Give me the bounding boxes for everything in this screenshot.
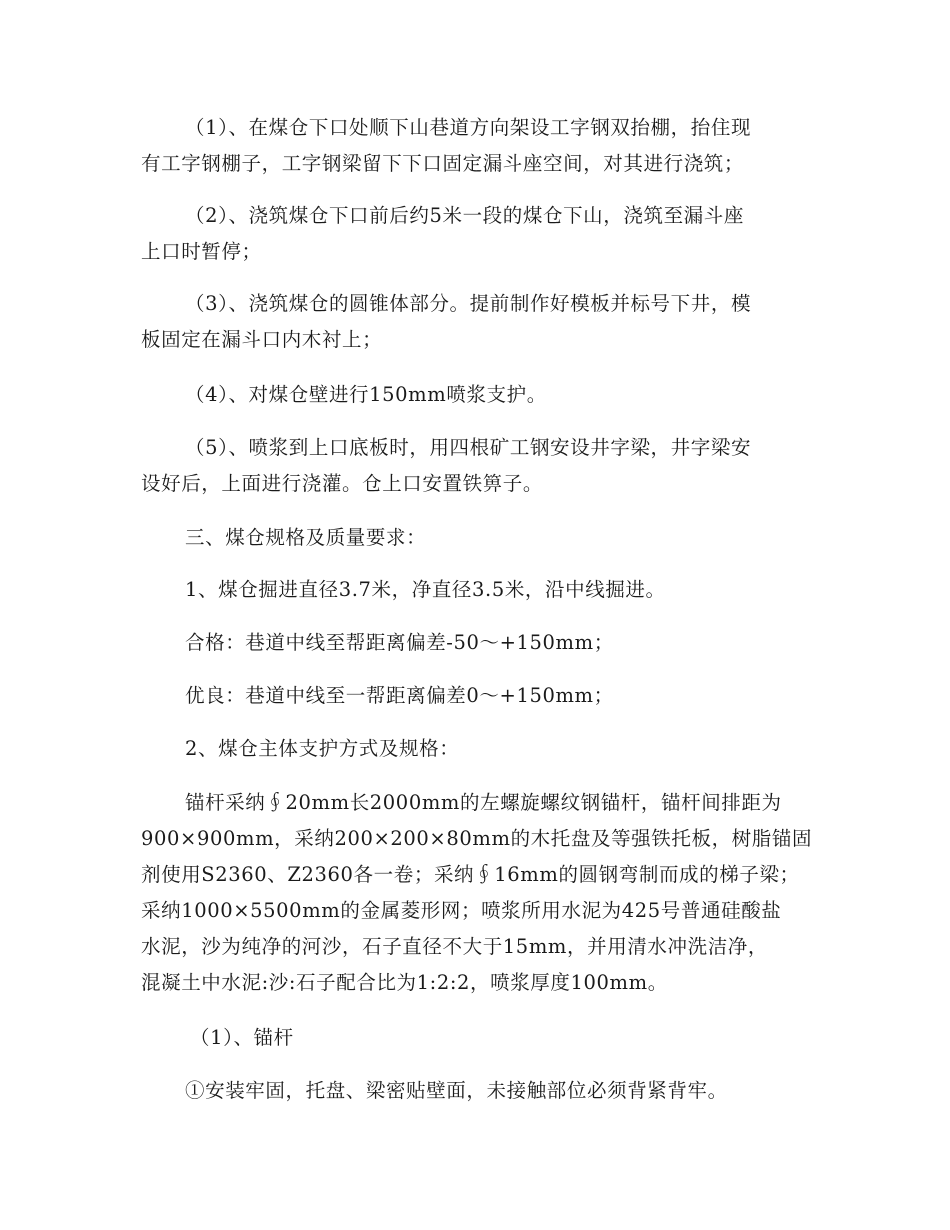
paragraph-step-3-line-1: （3）、浇筑煤仓的圆锥体部分。提前制作好模板并标号下井，模 [185,292,752,315]
paragraph-step-5-line-1: （5）、喷浆到上口底板时，用四根矿工钢安设井字梁，井字梁安 [185,436,752,459]
section-heading-3: 三、煤仓规格及质量要求： [185,526,427,549]
support-paragraph-line-2: 900×900mm，采纳200×200×80mm的木托盘及等强铁托板，树脂锚固 [141,827,813,850]
anchor-heading: （1）、锚杆 [190,1026,294,1049]
paragraph-step-4: （4）、对煤仓壁进行150mm喷浆支护。 [185,383,547,406]
spec-excellent: 优良：巷道中线至一帮距离偏差0～+150mm； [185,684,614,707]
support-paragraph-line-6: 混凝土中水泥:沙:石子配合比为1:2:2，喷浆厚度100mm。 [141,971,668,994]
paragraph-step-2-line-2: 上口时暂停； [141,240,262,263]
support-paragraph-line-1: 锚杆采纳∮20mm长2000mm的左螺旋螺纹钢锚杆，锚杆间排距为 [185,791,782,814]
spec-qualified: 合格：巷道中线至帮距离偏差-50～+150mm； [185,631,614,654]
paragraph-step-3-line-2: 板固定在漏斗口内木衬上； [141,328,383,351]
paragraph-step-1-line-2: 有工字钢棚子，工字钢梁留下下口固定漏斗座空间，对其进行浇筑； [141,152,745,175]
anchor-item-1: ①安装牢固，托盘、梁密贴壁面，未接触部位必须背紧背牢。 [185,1079,728,1102]
support-paragraph-line-3: 剂使用S2360、Z2360各一卷；采纳∮16mm的圆钢弯制而成的梯子梁； [141,863,800,886]
subsection-heading-2: 2、煤仓主体支护方式及规格： [185,737,460,760]
paragraph-step-5-line-2: 设好后，上面进行浇灌。仓上口安置铁箅子。 [141,472,544,495]
spec-diameter: 1、煤仓掘进直径3.7米，净直径3.5米，沿中线掘进。 [185,578,666,601]
paragraph-step-2-line-1: （2）、浇筑煤仓下口前后约5米一段的煤仓下山，浇筑至漏斗座 [185,204,744,227]
paragraph-step-1-line-1: （1）、在煤仓下口处顺下山巷道方向架设工字钢双抬棚，抬住现 [185,116,752,139]
support-paragraph-line-4: 采纳1000×5500mm的金属菱形网；喷浆所用水泥为425号普通硅酸盐 [141,899,782,922]
support-paragraph-line-5: 水泥，沙为纯净的河沙，石子直径不大于15mm，并用清水冲洗洁净， [141,935,768,958]
